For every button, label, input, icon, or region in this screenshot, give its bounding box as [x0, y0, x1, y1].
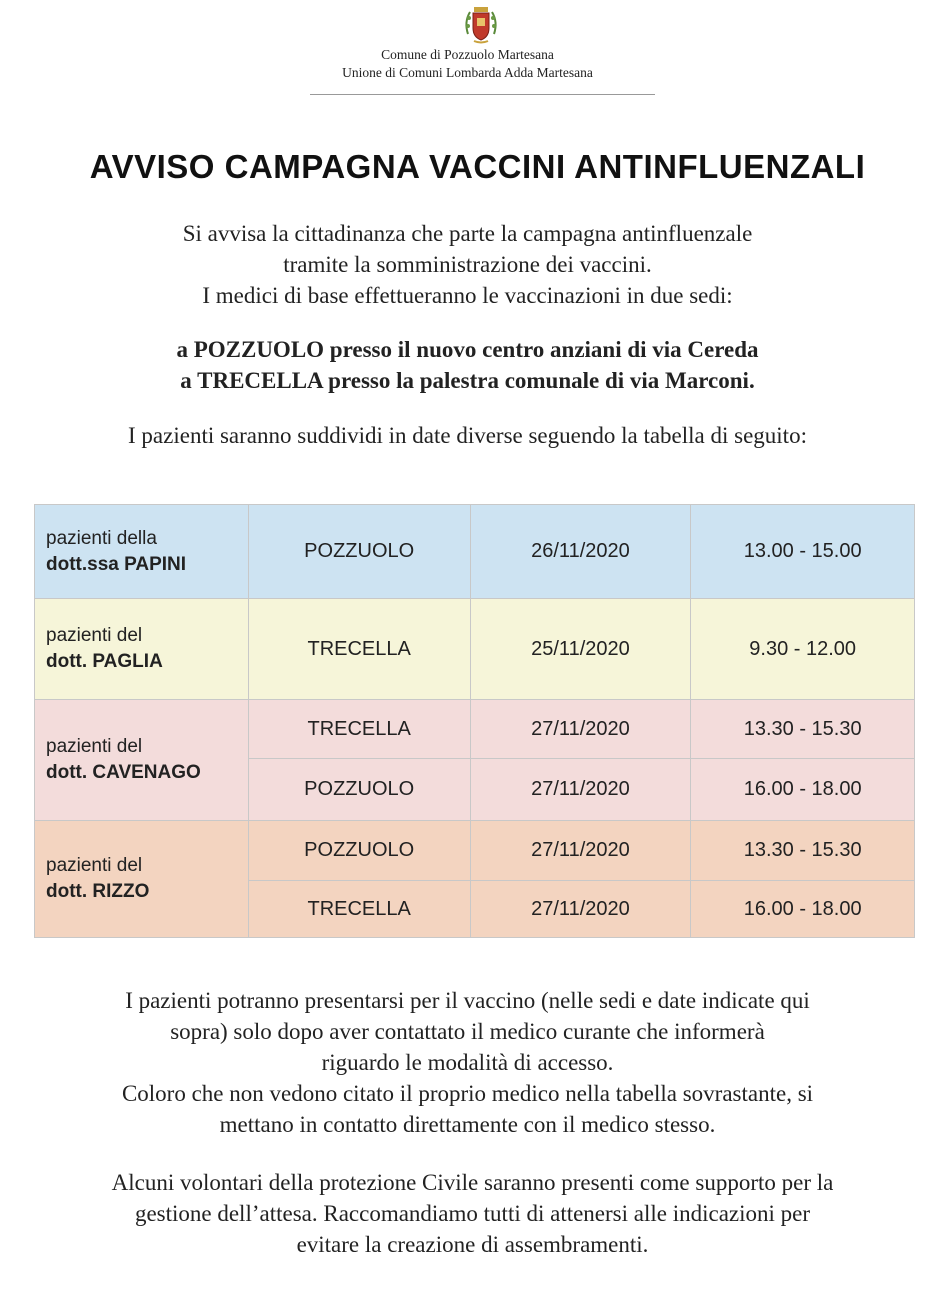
time-cell: 13.30 - 15.30 [691, 700, 915, 759]
intro-line: tramite la somministrazione dei vaccini. [283, 252, 652, 277]
doctor-name: dott. RIZZO [46, 881, 150, 902]
doctor-cell [35, 505, 249, 599]
place-cell: TRECELLA [248, 599, 470, 700]
doctor-prefix: pazienti del [46, 736, 143, 757]
place-cell: TRECELLA [248, 700, 470, 759]
notice-line: riguardo le modalità di accesso. [321, 1050, 614, 1075]
volunteers-line: Alcuni volontari della protezione Civile saranno presenti come supporto per la [111, 1170, 834, 1195]
notice-line: sopra) solo dopo aver contattato il medico curante che informerà [170, 1019, 765, 1044]
table-intro-line: I pazienti saranno suddividi in date diverse seguendo la tabella di seguito: [128, 423, 807, 448]
union-name: Unione di Comuni Lombarda Adda Martesana [342, 65, 593, 80]
table-row [35, 700, 915, 759]
intro-line: Si avvisa la cittadinanza che parte la campagna antinfluenzale [182, 221, 753, 246]
place-cell: POZZUOLO [248, 821, 470, 881]
doctor-name: dott.ssa PAPINI [46, 553, 187, 575]
vaccination-schedule-table [34, 504, 915, 938]
place-cell: POZZUOLO [248, 505, 470, 599]
time-cell: 13.30 - 15.30 [691, 821, 915, 881]
intro-line: I medici di base effettueranno le vaccinazioni in due sedi: [202, 283, 733, 308]
doctor-prefix: pazienti del [46, 625, 143, 646]
volunteers-line: evitare la creazione di assembramenti. [296, 1232, 649, 1257]
location-pozzuolo: a POZZUOLO presso il nuovo centro anziani di via Cereda [176, 337, 759, 362]
table-row [35, 821, 915, 881]
doctor-cell [35, 821, 249, 938]
place-cell: POZZUOLO [248, 759, 470, 821]
time-cell: 9.30 - 12.00 [691, 599, 915, 700]
table-row [35, 599, 915, 700]
intro-paragraph [0, 218, 935, 311]
place-cell: TRECELLA [248, 881, 470, 938]
time-cell: 16.00 - 18.00 [691, 881, 915, 938]
date-cell: 25/11/2020 [470, 599, 691, 700]
date-cell: 27/11/2020 [470, 881, 691, 938]
date-cell: 27/11/2020 [470, 759, 691, 821]
date-cell: 27/11/2020 [470, 821, 691, 881]
municipality-name: Comune di Pozzuolo Martesana [381, 47, 554, 62]
doctor-cell [35, 700, 249, 821]
time-cell: 13.00 - 15.00 [691, 505, 915, 599]
page-title: AVVISO CAMPAGNA VACCINI ANTINFLUENZALI [89, 148, 866, 185]
notice-line: Coloro che non vedono citato il proprio medico nella tabella sovrastante, si [121, 1081, 814, 1106]
table-row [35, 505, 915, 599]
date-cell: 27/11/2020 [470, 700, 691, 759]
time-cell: 16.00 - 18.00 [691, 759, 915, 821]
doctor-cell [35, 599, 249, 700]
notice-line: mettano in contatto direttamente con il medico stesso. [219, 1112, 716, 1137]
volunteers-paragraph [5, 1167, 935, 1260]
doctor-prefix: pazienti della [46, 527, 157, 549]
locations-paragraph [0, 334, 935, 396]
table-intro [0, 420, 935, 451]
coat-of-arms-icon [460, 4, 502, 46]
notice-paragraph [0, 985, 935, 1140]
date-cell: 26/11/2020 [470, 505, 691, 599]
notice-line: I pazienti potranno presentarsi per il vaccino (nelle sedi e date indicate qui [125, 988, 810, 1013]
doctor-prefix: pazienti del [46, 855, 143, 876]
doctor-name: dott. PAGLIA [46, 651, 163, 672]
volunteers-line: gestione dell’attesa. Raccomandiamo tutti di attenersi alle indicazioni per [134, 1201, 811, 1226]
location-trecella: a TRECELLA presso la palestra comunale di via Marconi. [180, 368, 755, 393]
header-divider [310, 94, 655, 95]
doctor-name: dott. CAVENAGO [46, 762, 201, 783]
